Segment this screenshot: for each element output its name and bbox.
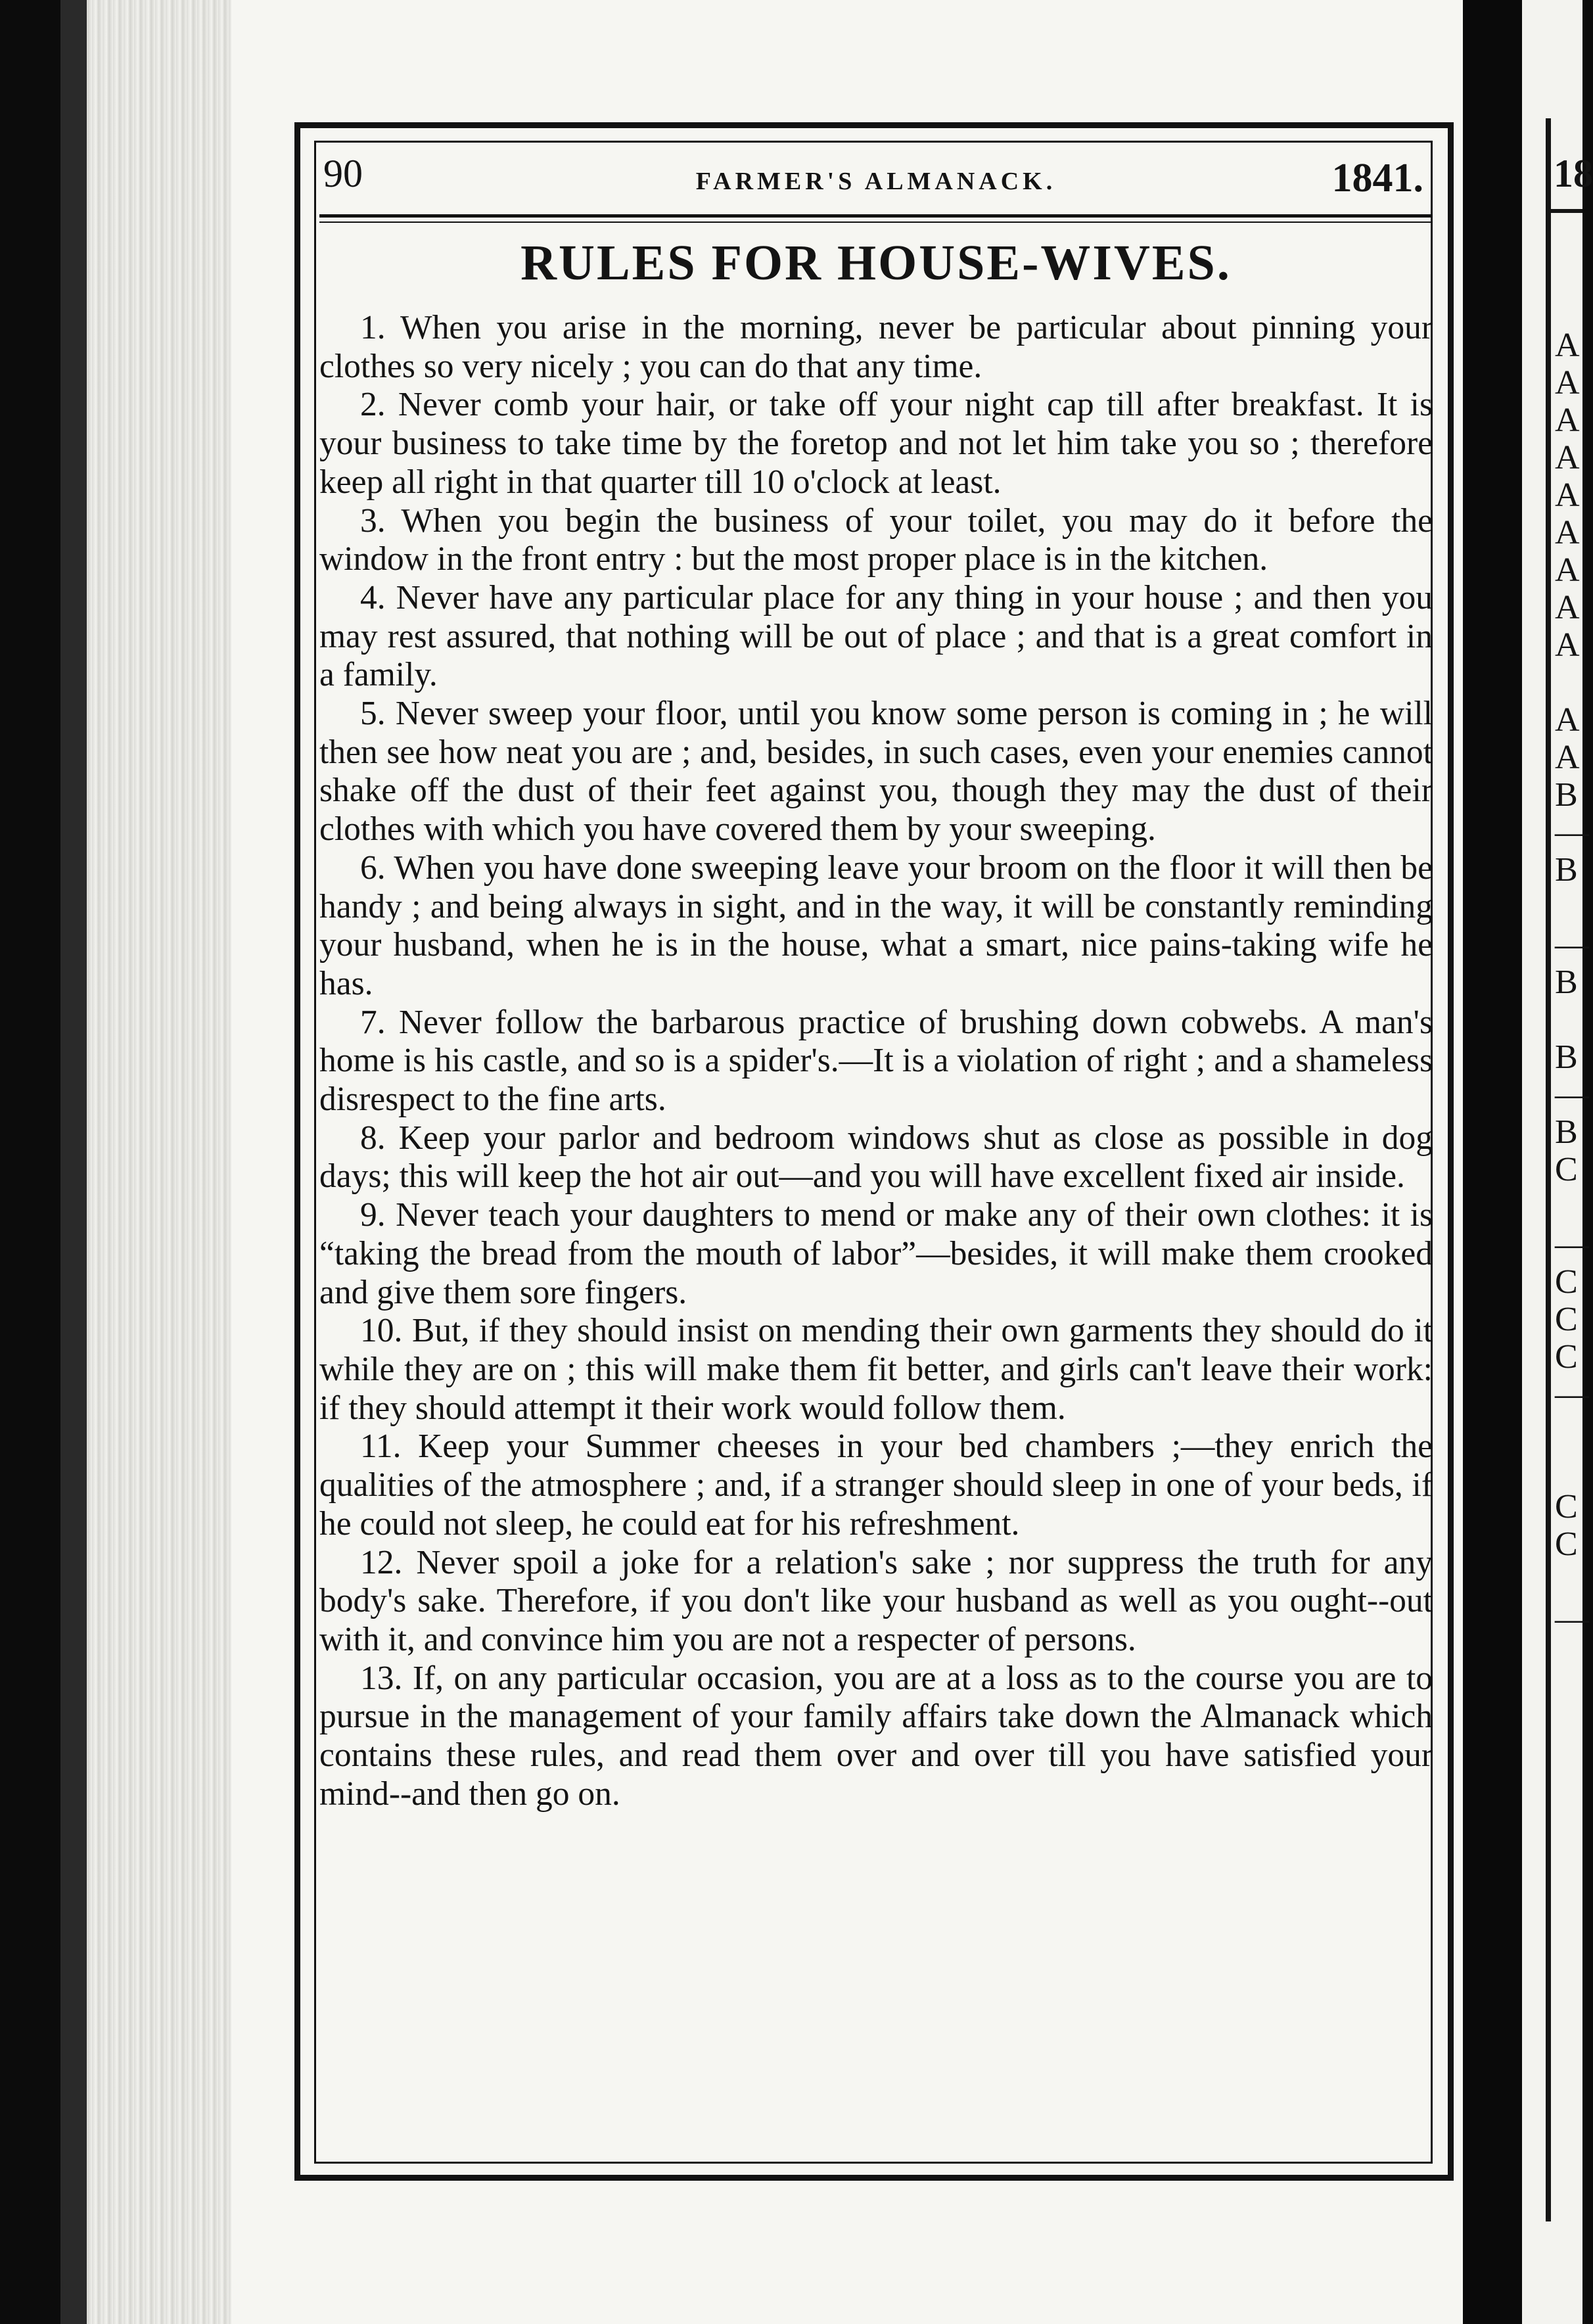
margin-letter: C (1555, 1488, 1578, 1525)
header-year: 1841. (1331, 156, 1423, 200)
running-head (319, 141, 1433, 214)
facing-page-frame (1546, 118, 1551, 2221)
article-heading: RULES FOR HOUSE-WIVES. (520, 235, 1232, 290)
margin-letter: B (1555, 851, 1578, 889)
header-rule-thin (319, 221, 1433, 223)
margin-letter: B (1555, 964, 1578, 1001)
margin-letter (1555, 1452, 1589, 1490)
margin-letter: — (1555, 926, 1589, 964)
margin-letter (1555, 1003, 1589, 1040)
facing-page-margin-letters (1555, 329, 1589, 1640)
margin-letter: A (1555, 327, 1580, 364)
margin-letter: A (1555, 402, 1580, 439)
facing-page-rule (1551, 209, 1582, 213)
margin-letter: A (1555, 626, 1580, 664)
running-title: FARMER'S ALMANACK. (695, 168, 1057, 195)
margin-letter: — (1555, 1076, 1589, 1113)
rule-item: 6. When you have done sweeping leave your broom on the floor it will then be handy ; and being always in sight, and in the way, it will be constantly reminding your husband, when he is in the house, what a smart, nice pains-taking wife he has. (319, 848, 1433, 1002)
margin-letter: A (1555, 589, 1580, 626)
rule-item: 10. But, if they should insist on mending their own garments they should do it while they are on ; this will make them fit better, and girls can't leave their work: if they should attempt it their work would follow them. (319, 1312, 1433, 1427)
margin-letter: A (1555, 701, 1580, 739)
rule-item: 8. Keep your parlor and bedroom windows shut as close as possible in dog days; this will keep the hot air out—and you will have excellent fixed air inside. (319, 1119, 1433, 1196)
facing-page-header: 18 (1554, 152, 1593, 195)
rule-item: 9. Never teach your daughters to mend or make any of their own clothes: it is “taking the bread from the mouth of labor”—besides, it will make them crooked and give them sore fingers. (319, 1196, 1433, 1311)
rule-item: 11. Keep your Summer cheeses in your bed chambers ;—they enrich the qualities of the atmosphere ; and, if a stranger should sleep in one of your beds, if he could not sleep, he could eat for his refreshment. (319, 1428, 1433, 1543)
rule-item: 2. Never comb your hair, or take off your night cap till after breakfast. It is your business to take time by the foretop and not let him take you so ; therefore keep all right in that quarter till 10 o'clock at least. (319, 386, 1433, 501)
rule-item: 12. Never spoil a joke for a relation's sake ; nor suppress the truth for any body's sake. Therefore, if you don't like your husband as well as you ought--out with it, and convince him you are not a respecter of persons. (319, 1543, 1433, 1658)
rule-item: 4. Never have any particular place for any thing in your house ; and then you may rest assured, that nothing will be out of place ; and that is a great comfort in a family. (319, 578, 1433, 694)
margin-letter: A (1555, 364, 1580, 402)
margin-letter (1555, 891, 1589, 928)
rule-item: 1. When you arise in the morning, never be particular about pinning your clothes so very nicely ; you can do that any time. (319, 309, 1433, 385)
spine-shadow (60, 0, 87, 2324)
rule-item: 13. If, on any particular occasion, you are at a loss as to the course you are to pursue in the management of your family affairs take down the Almanack which contains these rules, and read them over and over till you have satisfied your mind--and then go on. (319, 1659, 1433, 1813)
rules-list (319, 309, 1433, 1813)
page-number: 90 (323, 152, 363, 195)
margin-letter: C (1555, 1301, 1578, 1338)
margin-letter: B (1555, 776, 1578, 814)
rule-item: 7. Never follow the barbarous practice of brushing down cobwebs. A man's home is his castle, and so is a spider's.—It is a violation of right ; and a shameless disrespect to the fine arts. (319, 1003, 1433, 1119)
margin-letter: A (1555, 739, 1580, 776)
margin-letter: — (1555, 1226, 1589, 1263)
margin-letter (1555, 1565, 1589, 1602)
margin-letter: B (1555, 1038, 1578, 1076)
book-gutter (1463, 0, 1522, 2324)
margin-letter: — (1555, 814, 1589, 851)
margin-letter: A (1555, 439, 1580, 476)
margin-letter: A (1555, 514, 1580, 551)
margin-letter: A (1555, 551, 1580, 589)
margin-letter: C (1555, 1263, 1578, 1301)
margin-letter (1555, 666, 1589, 703)
margin-letter (1555, 1415, 1589, 1452)
margin-letter: C (1555, 1338, 1578, 1376)
margin-letter: — (1555, 1376, 1589, 1413)
margin-letter: — (1555, 1600, 1589, 1638)
margin-letter: C (1555, 1151, 1578, 1188)
margin-letter: B (1555, 1113, 1578, 1151)
margin-letter: C (1555, 1525, 1578, 1563)
rule-item: 5. Never sweep your floor, until you know some person is coming in ; he will then see how neat you are ; and, besides, in such cases, even your enemies cannot shake off the dust of their feet against you, though they may the dust of their clothes with which you have covered them by your sweeping. (319, 695, 1433, 848)
page-content (319, 141, 1433, 1813)
header-rule (319, 214, 1433, 218)
rule-item: 3. When you begin the business of your toilet, you may do it before the window in the front entry : but the most proper place is in the kitchen. (319, 501, 1433, 578)
margin-letter: A (1555, 476, 1580, 514)
margin-letter (1555, 1190, 1589, 1228)
